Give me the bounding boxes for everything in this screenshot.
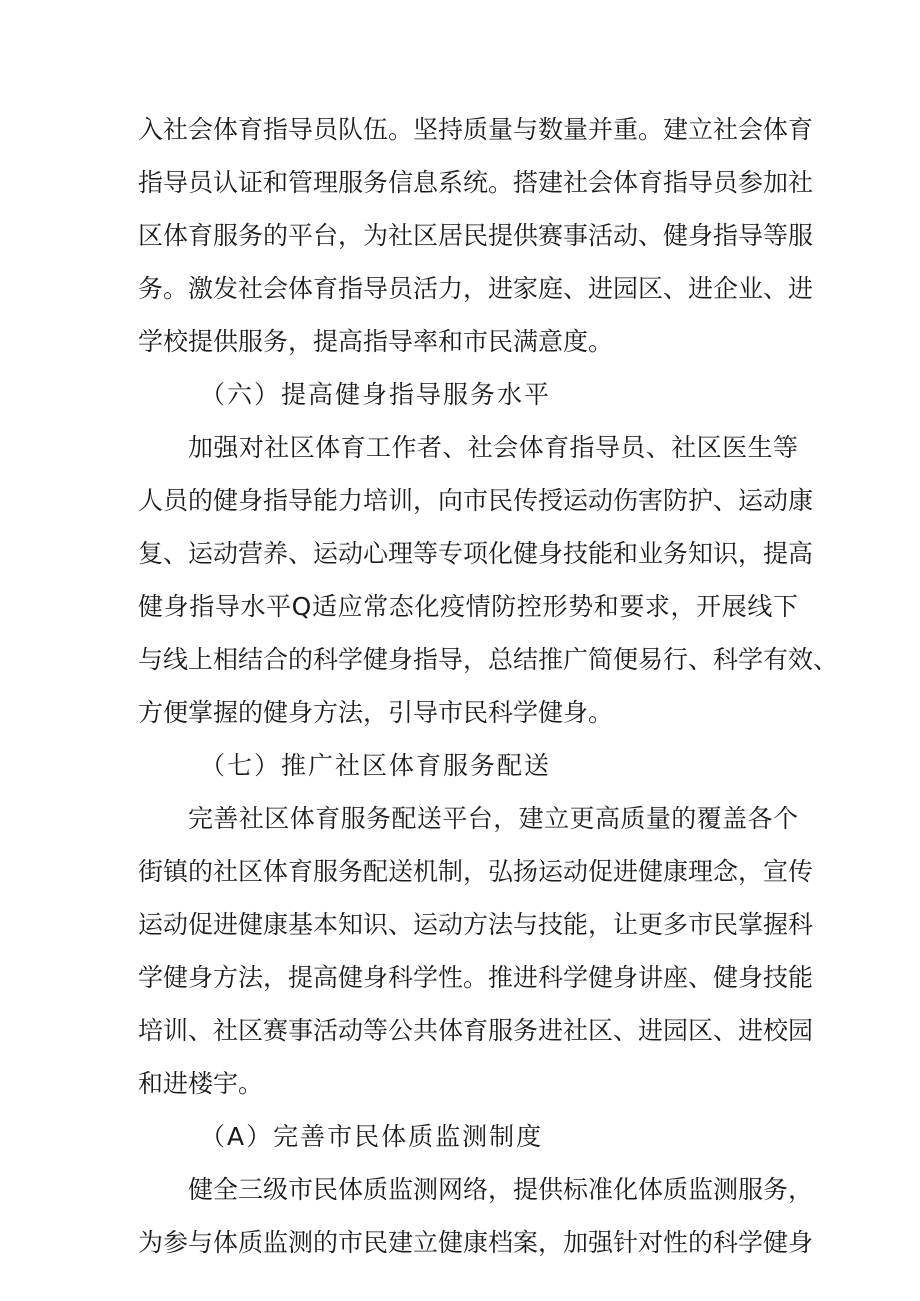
paragraph-line: 学健身方法，提高健身科学性。推进科学健身讲座、健身技能 bbox=[138, 963, 814, 992]
paragraph-line: 入社会体育指导员队伍。坚持质量与数量并重。建立社会体育 bbox=[138, 115, 814, 144]
paragraph-line: 健身指导水平Q适应常态化疫情防控形势和要求，开展线下 bbox=[138, 592, 798, 621]
section-heading-8: （A）完善市民体质监测制度 bbox=[200, 1122, 544, 1151]
paragraph-line: 区体育服务的平台，为社区居民提供赛事活动、健身指导等服 bbox=[138, 221, 814, 250]
paragraph-line: 街镇的社区体育服务配送机制，弘扬运动促进健康理念，宣传 bbox=[138, 857, 814, 886]
section-heading-7: （七）推广社区体育服务配送 bbox=[200, 751, 552, 780]
paragraph-line: 加强对社区体育工作者、社会体育指导员、社区医生等 bbox=[188, 433, 798, 462]
paragraph-line: 为参与体质监测的市民建立健康档案，加强针对性的科学健身 bbox=[138, 1228, 814, 1257]
paragraph-line: 和进楼宇。 bbox=[138, 1069, 264, 1098]
paragraph-line: 完善社区体育服务配送平台，建立更高质量的覆盖各个 bbox=[188, 804, 798, 833]
paragraph-line: 运动促进健康基本知识、运动方法与技能，让更多市民掌握科 bbox=[138, 910, 814, 939]
section-heading-6: （六）提高健身指导服务水平 bbox=[200, 380, 552, 409]
paragraph-line: 复、运动营养、运动心理等专项化健身技能和业务知识，提高 bbox=[138, 539, 814, 568]
paragraph-line: 方便掌握的健身方法，引导市民科学健身。 bbox=[138, 698, 614, 727]
paragraph-line: 健全三级市民体质监测网络，提供标准化体质监测服务， bbox=[188, 1175, 814, 1204]
paragraph-line: 指导员认证和管理服务信息系统。搭建社会体育指导员参加社 bbox=[138, 168, 814, 197]
paragraph-line: 学校提供服务，提高指导率和市民满意度。 bbox=[138, 327, 614, 356]
paragraph-line: 与线上相结合的科学健身指导，总结推广简便易行、科学有效、 bbox=[138, 645, 839, 674]
paragraph-line: 培训、社区赛事活动等公共体育服务进社区、进园区、进校园 bbox=[138, 1016, 814, 1045]
paragraph-line: 务。激发社会体育指导员活力，进家庭、进园区、进企业、进 bbox=[138, 274, 814, 303]
paragraph-line: 人员的健身指导能力培训，向市民传授运动伤害防护、运动康 bbox=[138, 486, 814, 515]
